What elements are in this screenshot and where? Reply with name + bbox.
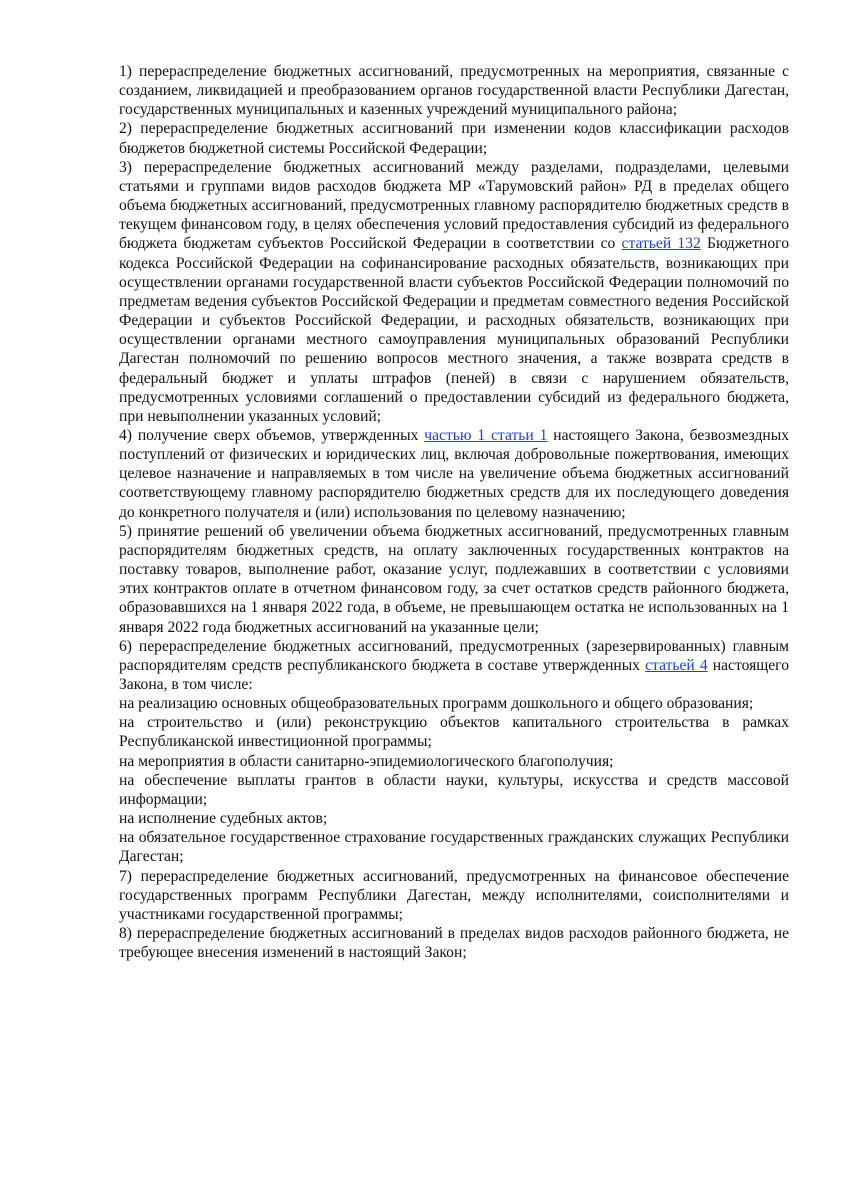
subitem-education-paragraph: на реализацию основных общеобразовательных программ дошкольного и общего образования; (119, 695, 754, 713)
item-3-paragraph (119, 158, 789, 426)
item-3-text-after: Бюджетного кодекса Российской Федерации на софинансирование расходных обязательств, возникающих при осуществлении органами государственной власти субъектов Российской Федерации полномочий по предметам ведения субъектов Российской Федерации и предметам совместного ведения Российской Федерации и субъектов Российской Федерации, и расходных обязательств, возникающих при осуществлении органами местного самоуправления муниципальных образований Республики Дагестан полномочий по решению вопросов местного значения, а также возврата средств в федеральный бюджет и уплаты штрафов (пеней) в связи с нарушением обязательств, предусмотренных условиями соглашений о предоставлении субсидий из федерального бюджета, при невыполнении указанных условий; (119, 235, 789, 425)
subitem-sanitary-paragraph: на мероприятия в области санитарно-эпидемиологического благополучия; (119, 752, 614, 770)
part-1-article-1-link[interactable]: частью 1 статьи 1 (424, 426, 548, 444)
document-page (119, 62, 789, 962)
item-4-text-before: 4) получение сверх объемов, утвержденных (119, 426, 425, 444)
item-1-paragraph: 1) перераспределение бюджетных ассигнований, предусмотренных на мероприятия, связанные с созданием, ликвидацией и преобразованием органов государственной власти Республики Дагестан, государственных муниципальных и казенных учреждений муниципального района; (119, 63, 789, 119)
item-6-paragraph (119, 637, 789, 694)
subitem-grants-paragraph: на обеспечение выплаты грантов в области науки, культуры, искусства и средств массовой информации; (119, 771, 789, 808)
item-7-paragraph: 7) перераспределение бюджетных ассигнований, предусмотренных на финансовое обеспечение государственных программ Республики Дагестан, между исполнителями, соисполнителями и участниками государственной программы; (119, 867, 789, 923)
subitem-insurance-paragraph: на обязательное государственное страхование государственных гражданских служащих Республики Дагестан; (119, 829, 789, 866)
item-4-paragraph (119, 426, 789, 522)
item-6-text-before: 6) перераспределение бюджетных ассигнований, предусмотренных (зарезервированных) главным распорядителям средств республиканского бюджета в составе утвержденных (119, 637, 789, 674)
item-8-paragraph: 8) перераспределение бюджетных ассигнований в пределах видов расходов районного бюджета, не требующее внесения изменений в настоящий Закон; (119, 925, 789, 962)
item-3-text-before: 3) перераспределение бюджетных ассигнований между разделами, подразделами, целевыми статьями и группами видов расходов бюджета МР «Тарумовский район» РД в пределах общего объема бюджетных ассигнований, предусмотренных главному распорядителю бюджетных средств в текущем финансовом году, в целях обеспечения условий предоставления субсидий из федерального бюджета бюджетам субъектов Российской Федерации в соответствии со (119, 158, 789, 253)
article-132-link[interactable]: статьей 132 (621, 235, 701, 253)
item-6-text-after: настоящего Закона, в том числе: (119, 656, 789, 693)
item-2-paragraph: 2) перераспределение бюджетных ассигнований при изменении кодов классификации расходов бюджетов бюджетной системы Российской Федерации; (119, 120, 789, 157)
item-5-paragraph: 5) принятие решений об увеличении объема бюджетных ассигнований, предусмотренных главным распорядителям бюджетных средств, на оплату заключенных государственных контрактов на поставку товаров, выполнение работ, оказание услуг, подлежавших в соответствии с условиями этих контрактов оплате в отчетном финансовом году, за счет остатков средств районного бюджета, образовавшихся на 1 января 2022 года, в объеме, не превышающем остатка не использованных на 1 января 2022 года бюджетных ассигнований на указанные цели; (119, 522, 789, 636)
subitem-construction-paragraph: на строительство и (или) реконструкцию объектов капитального строительства в рамках Республиканской инвестиционной программы; (119, 714, 789, 751)
article-4-link[interactable]: статьей 4 (645, 656, 708, 674)
subitem-court-acts-paragraph: на исполнение судебных актов; (119, 810, 328, 828)
item-4-text-after: настоящего Закона, безвозмездных поступлений от физических и юридических лиц, включая добровольные пожертвования, имеющих целевое назначение и направляемых в том числе на увеличение объема бюджетных ассигнований соответствующему главному распорядителю бюджетных средств для их последующего доведения до конкретного получателя и (или) использования по целевому назначению; (119, 426, 789, 521)
